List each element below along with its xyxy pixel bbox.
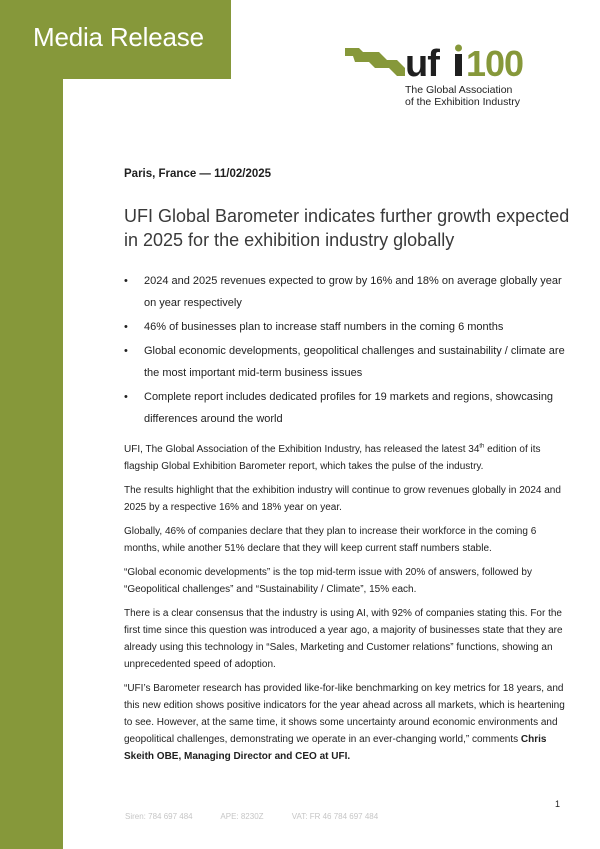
body-paragraph: The results highlight that the exhibition industry will continue to grow revenues globally in 2024 and 2025 by a respective 16% and 18% year on year. (124, 485, 561, 513)
bullet-icon: • (124, 321, 128, 333)
ufi-logo-wordmark: uf (405, 43, 439, 82)
footer-siren: Siren: 784 697 484 (125, 812, 193, 821)
key-point-item: • Global economic developments, geopolitical challenges and sustainability / climate are the most important mid-term business issues (124, 340, 574, 384)
bullet-icon: • (124, 275, 128, 287)
key-point-item: • 46% of businesses plan to increase staff numbers in the coming 6 months (124, 316, 574, 338)
key-point-item: • Complete report includes dedicated profiles for 19 markets and regions, showcasing differences around the world (124, 386, 574, 430)
footer-vat: VAT: FR 46 784 697 484 (291, 812, 379, 821)
ufi-logo (345, 42, 545, 82)
logo-tagline-line1: The Global Association (405, 84, 513, 96)
body-paragraph: There is a clear consensus that the industry is using AI, with 92% of companies stating this. For the first time since this question was introduced a year ago, a majority of businesses state that they are already using this technology in “Sales, Marketing and Customer relations” functions, showing an unprecedented speed of adoption. (124, 608, 563, 670)
bullet-icon: • (124, 391, 128, 403)
document-type-title: Media Release (33, 22, 204, 52)
quote-attribution: Chris Skeith OBE, Managing Director and CEO at UFI. (124, 734, 547, 762)
body-paragraph: Globally, 46% of companies declare that they plan to increase their workforce in the coming 6 months, while another 51% declare that they will keep current staff numbers stable. (124, 526, 537, 554)
body-text (124, 441, 570, 772)
key-point-item: • 2024 and 2025 revenues expected to grow by 16% and 18% on average globally year on year respectively (124, 270, 574, 314)
logo-tagline-line2: of the Exhibition Industry (405, 96, 520, 108)
page-number: 1 (555, 799, 561, 809)
body-paragraph: “Global economic developments” is the top mid-term issue with 20% of answers, followed by “Geopolitical challenges” and “Sustainability / Climate”, 15% each. (124, 567, 532, 595)
quote-paragraph: “UFI’s Barometer research has provided like-for-like benchmarking on key metrics for 18 years, and this new edition shows positive indicators for the year ahead across all markets, which is heartening to see. However, at the same time, it shows some uncertainty around economic environments and geopolitical challenges, demonstrating we operate in an ever-changing world,” comments Chris Skeith OBE, Managing Director and CEO at UFI. (124, 683, 565, 762)
logo-tagline (405, 84, 520, 108)
bullet-icon: • (124, 345, 128, 357)
headline: UFI Global Barometer indicates further growth expected in 2025 for the exhibition industry globally (124, 206, 570, 250)
dateline: Paris, France — 11/02/2025 (124, 168, 272, 180)
key-points-list (124, 270, 574, 432)
legal-footer (125, 812, 404, 821)
side-color-band (0, 0, 63, 849)
ufi-logo-centenary: 100 (466, 43, 524, 82)
body-paragraph: UFI, The Global Association of the Exhibition Industry, has released the latest 34th edition of its flagship Global Exhibition Barometer report, which takes the pulse of the industry. (124, 443, 541, 472)
ufi-logo-mark-icon (345, 48, 405, 76)
footer-ape: APE: 8230Z (220, 812, 264, 821)
